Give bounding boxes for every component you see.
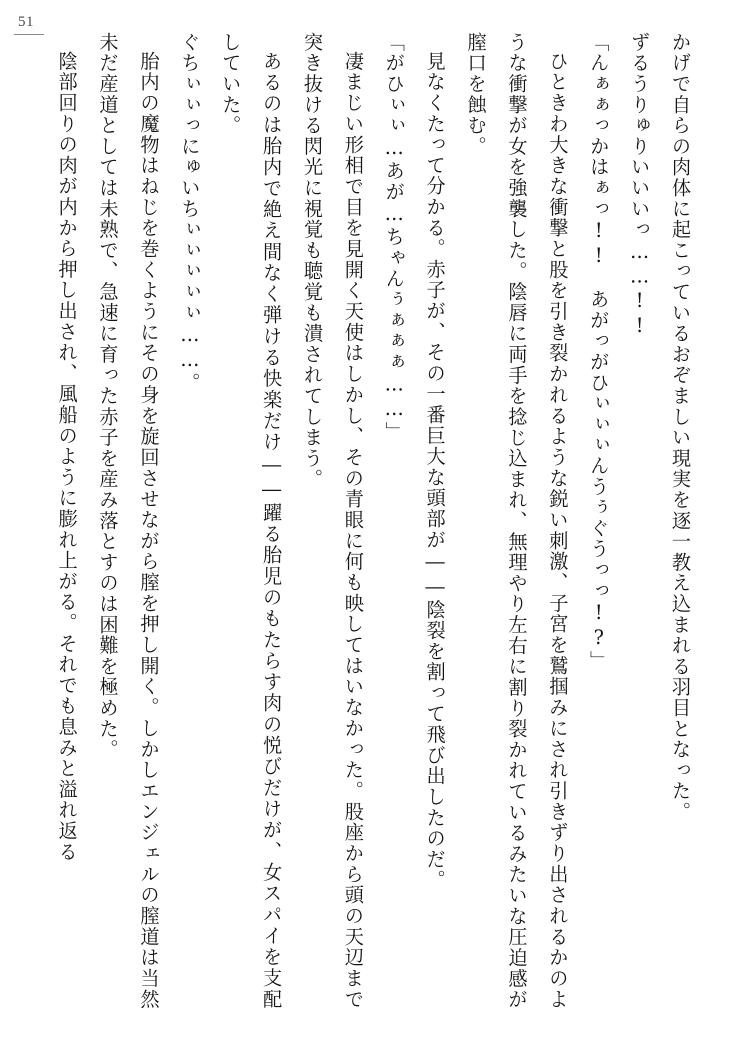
paragraph: 見なくたって分かる。赤子が、その一番巨大な頭部が――陰裂を割って飛び出したのだ。 [423, 51, 447, 891]
paragraph: ずるうりゅりいいいっ……!! [628, 32, 652, 339]
page-number: 51 [18, 14, 34, 30]
paragraph: 「がひぃぃ…あが…ちゃんぅぁぁぁ……」 [382, 32, 406, 443]
paragraph: あるのは胎内で絶え間なく弾ける快楽だけ――躍る胎児のもたらす肉の悦びだけが、女スパイを支配していた。 [219, 32, 284, 1010]
paragraph: 陰部回りの肉が内から押し出され、風船のように膨れ上がる。それでも息みと溢れ返る [55, 51, 79, 863]
paragraph: 凄まじい形相で目を見開く天使はしかし、その青眼に何も映してはいなかった。股座から頭の天辺まで突き抜ける閃光に視覚も聴覚も潰されてしまう。 [300, 32, 365, 1010]
paragraph: かげで自らの肉体に起こっているおぞましい現実を逐一教え込まれる羽目となった。 [669, 32, 692, 823]
paragraph: ぐちぃぃっにゅいちぃぃぃぃぃ……。 [178, 32, 202, 394]
paragraph: ひときわ大きな衝撃と股を引き裂かれるような鋭い刺激、子宮を鷲掴みにされ引きずり出されるかのような衝撃が女を強襲した。陰唇に両手を捻じ込まれ、無理やり左右に割り裂かれているみたいな圧迫感が膣口を蝕む。 [464, 32, 570, 1010]
page-text-body [34, 32, 700, 1010]
paragraph: 「んぁぁっかはぁっ!! あがっがひぃぃぃんうぅぐうっっ!?」 [587, 32, 611, 672]
paragraph: 胎内の魔物はねじを巻くようにその身を旋回させながら膣を押し開く。しかしエンジェルの膣道は当然未だ産道としては未熟で、急速に育った赤子を産み落とすのは困難を極めた。 [96, 32, 161, 1010]
